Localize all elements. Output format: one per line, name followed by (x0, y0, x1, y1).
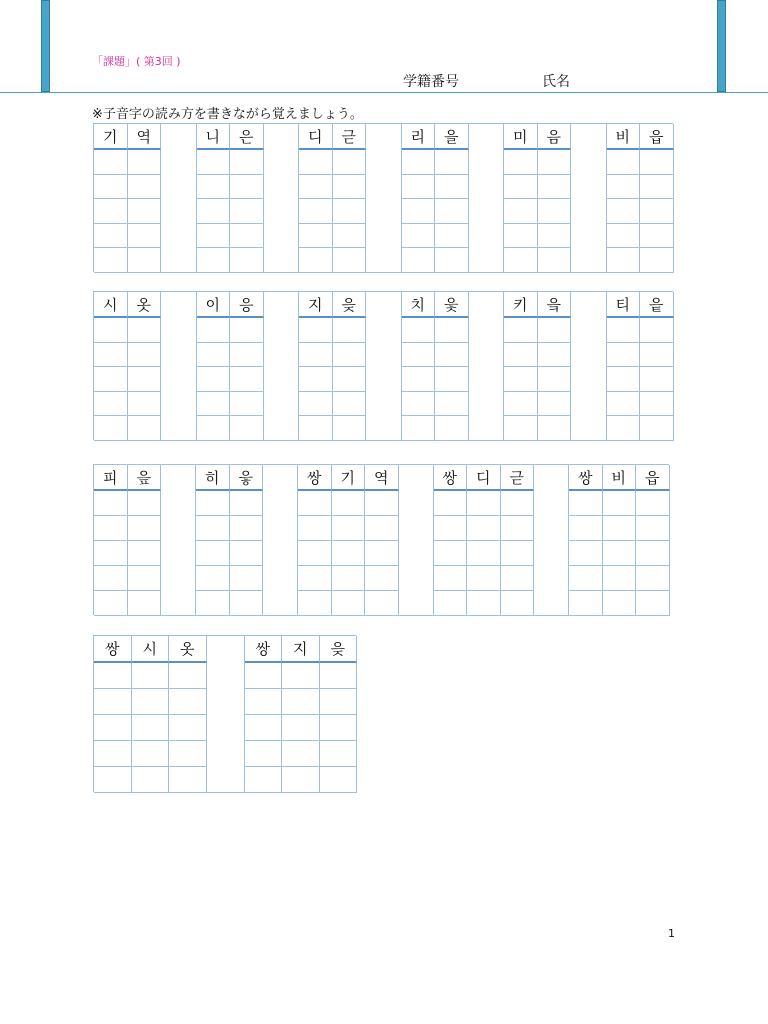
writing-practice-cell[interactable] (434, 541, 468, 566)
syllable-header-cell: 귿 (501, 465, 535, 491)
writing-practice-cell[interactable] (128, 491, 162, 516)
column-gap (161, 292, 197, 441)
writing-practice-cell[interactable] (434, 516, 468, 541)
student-id-label: 学籍番号 (403, 74, 459, 90)
writing-practice-cell[interactable] (402, 248, 436, 273)
writing-practice-cell[interactable] (128, 248, 162, 273)
syllable-header-cell: 피 (94, 465, 128, 491)
writing-practice-cell[interactable] (196, 516, 230, 541)
writing-practice-cell[interactable] (282, 741, 320, 767)
writing-practice-cell[interactable] (333, 318, 367, 343)
writing-practice-cell[interactable] (230, 224, 264, 249)
writing-practice-cell[interactable] (636, 491, 670, 516)
writing-practice-cell[interactable] (230, 392, 264, 417)
writing-practice-cell[interactable] (538, 416, 572, 441)
writing-practice-cell[interactable] (569, 516, 603, 541)
writing-practice-cell[interactable] (402, 199, 436, 224)
syllable-header-cell: 읖 (128, 465, 162, 491)
writing-practice-cell[interactable] (128, 224, 162, 249)
writing-practice-cell[interactable] (636, 591, 670, 616)
column-gap (263, 465, 298, 616)
writing-practice-cell[interactable] (196, 566, 230, 591)
writing-practice-cell[interactable] (538, 175, 572, 200)
writing-practice-cell[interactable] (569, 566, 603, 591)
writing-practice-cell[interactable] (94, 175, 128, 200)
syllable-header-cell: 비 (607, 124, 641, 150)
writing-practice-cell[interactable] (402, 175, 436, 200)
writing-practice-cell[interactable] (504, 248, 538, 273)
writing-practice-cell[interactable] (402, 367, 436, 392)
writing-practice-cell[interactable] (94, 318, 128, 343)
writing-practice-cell[interactable] (230, 343, 264, 368)
writing-practice-cell[interactable] (197, 367, 231, 392)
writing-practice-cell[interactable] (230, 591, 264, 616)
writing-practice-cell[interactable] (504, 392, 538, 417)
column-gap (366, 124, 402, 273)
writing-practice-cell[interactable] (504, 224, 538, 249)
writing-practice-cell[interactable] (538, 224, 572, 249)
writing-practice-cell[interactable] (299, 224, 333, 249)
writing-practice-cell[interactable] (299, 150, 333, 175)
writing-practice-cell[interactable] (94, 689, 132, 715)
writing-practice-cell[interactable] (504, 150, 538, 175)
writing-practice-cell[interactable] (640, 150, 674, 175)
writing-practice-cell[interactable] (333, 224, 367, 249)
writing-practice-cell[interactable] (298, 591, 332, 616)
syllable-header-cell: 니 (197, 124, 231, 150)
writing-practice-cell[interactable] (298, 516, 332, 541)
syllable-header-cell: 옷 (128, 292, 162, 318)
column-gap (366, 292, 402, 441)
writing-practice-cell[interactable] (435, 318, 469, 343)
writing-practice-cell[interactable] (94, 491, 128, 516)
writing-practice-cell[interactable] (94, 715, 132, 741)
name-label: 氏名 (542, 74, 570, 90)
writing-practice-cell[interactable] (501, 591, 535, 616)
writing-practice-cell[interactable] (245, 767, 283, 793)
writing-practice-cell[interactable] (196, 541, 230, 566)
syllable-header-cell: 역 (365, 465, 399, 491)
writing-practice-cell[interactable] (245, 741, 283, 767)
practice-grid-2 (93, 291, 673, 440)
writing-practice-cell[interactable] (333, 199, 367, 224)
writing-practice-cell[interactable] (230, 367, 264, 392)
writing-practice-cell[interactable] (538, 343, 572, 368)
column-gap (161, 124, 197, 273)
writing-practice-cell[interactable] (197, 318, 231, 343)
writing-practice-cell[interactable] (230, 491, 264, 516)
syllable-header-cell: 기 (332, 465, 366, 491)
writing-practice-cell[interactable] (607, 224, 641, 249)
writing-practice-cell[interactable] (128, 318, 162, 343)
writing-practice-cell[interactable] (169, 663, 207, 689)
syllable-header-cell: 쌍 (94, 636, 132, 663)
writing-practice-cell[interactable] (435, 175, 469, 200)
writing-practice-cell[interactable] (197, 416, 231, 441)
syllable-header-cell: 쌍 (298, 465, 332, 491)
writing-practice-cell[interactable] (197, 150, 231, 175)
column-gap (469, 124, 505, 273)
writing-practice-cell[interactable] (230, 416, 264, 441)
column-gap (534, 465, 569, 616)
column-gap (264, 292, 300, 441)
practice-grid-3 (93, 464, 669, 615)
writing-practice-cell[interactable] (230, 566, 264, 591)
writing-practice-cell[interactable] (169, 741, 207, 767)
writing-practice-cell[interactable] (230, 541, 264, 566)
left-accent-bar (41, 0, 50, 92)
writing-practice-cell[interactable] (245, 715, 283, 741)
writing-practice-cell[interactable] (504, 367, 538, 392)
writing-practice-cell[interactable] (94, 248, 128, 273)
writing-practice-cell[interactable] (538, 199, 572, 224)
syllable-header-cell: 을 (435, 124, 469, 150)
writing-practice-cell[interactable] (128, 343, 162, 368)
writing-practice-cell[interactable] (299, 175, 333, 200)
writing-practice-cell[interactable] (607, 416, 641, 441)
writing-practice-cell[interactable] (607, 318, 641, 343)
writing-practice-cell[interactable] (245, 689, 283, 715)
writing-practice-cell[interactable] (538, 248, 572, 273)
writing-practice-cell[interactable] (196, 591, 230, 616)
writing-practice-cell[interactable] (434, 566, 468, 591)
writing-practice-cell[interactable] (128, 516, 162, 541)
writing-practice-cell[interactable] (636, 541, 670, 566)
syllable-header-cell: 시 (132, 636, 170, 663)
writing-practice-cell[interactable] (230, 248, 264, 273)
syllable-header-cell: 시 (94, 292, 128, 318)
writing-practice-cell[interactable] (197, 224, 231, 249)
syllable-header-cell: 역 (128, 124, 162, 150)
writing-practice-cell[interactable] (435, 343, 469, 368)
syllable-header-cell: 키 (504, 292, 538, 318)
writing-practice-cell[interactable] (128, 175, 162, 200)
writing-practice-cell[interactable] (435, 199, 469, 224)
column-gap (264, 124, 300, 273)
writing-practice-cell[interactable] (128, 591, 162, 616)
syllable-header-cell: 읒 (320, 636, 358, 663)
writing-practice-cell[interactable] (365, 491, 399, 516)
writing-practice-cell[interactable] (94, 343, 128, 368)
writing-practice-cell[interactable] (365, 591, 399, 616)
writing-practice-cell[interactable] (128, 566, 162, 591)
writing-practice-cell[interactable] (333, 175, 367, 200)
writing-practice-cell[interactable] (282, 767, 320, 793)
column-gap (399, 465, 434, 616)
syllable-header-cell: 읒 (333, 292, 367, 318)
syllable-header-cell: 귿 (333, 124, 367, 150)
writing-practice-cell[interactable] (501, 491, 535, 516)
syllable-header-cell: 기 (94, 124, 128, 150)
writing-practice-cell[interactable] (607, 199, 641, 224)
writing-practice-cell[interactable] (636, 566, 670, 591)
writing-practice-cell[interactable] (504, 343, 538, 368)
writing-practice-cell[interactable] (320, 689, 358, 715)
writing-practice-cell[interactable] (435, 248, 469, 273)
writing-practice-cell[interactable] (169, 689, 207, 715)
writing-practice-cell[interactable] (320, 663, 358, 689)
writing-practice-cell[interactable] (197, 343, 231, 368)
writing-practice-cell[interactable] (230, 199, 264, 224)
writing-practice-cell[interactable] (94, 416, 128, 441)
writing-practice-cell[interactable] (94, 392, 128, 417)
writing-practice-cell[interactable] (282, 689, 320, 715)
syllable-header-cell: 리 (402, 124, 436, 150)
writing-practice-cell[interactable] (197, 392, 231, 417)
syllable-header-cell: 읔 (538, 292, 572, 318)
writing-practice-cell[interactable] (94, 741, 132, 767)
syllable-header-cell: 읗 (230, 465, 264, 491)
syllable-header-cell: 쌍 (434, 465, 468, 491)
writing-practice-cell[interactable] (607, 175, 641, 200)
writing-practice-cell[interactable] (128, 150, 162, 175)
syllable-header-cell: 디 (467, 465, 501, 491)
writing-practice-cell[interactable] (603, 516, 637, 541)
writing-practice-cell[interactable] (298, 541, 332, 566)
writing-practice-cell[interactable] (501, 516, 535, 541)
writing-practice-cell[interactable] (435, 150, 469, 175)
syllable-header-cell: 히 (196, 465, 230, 491)
syllable-header-cell: 비 (603, 465, 637, 491)
syllable-header-cell: 티 (607, 292, 641, 318)
syllable-header-cell: 지 (299, 292, 333, 318)
syllable-header-cell: 디 (299, 124, 333, 150)
writing-practice-cell[interactable] (94, 591, 128, 616)
writing-practice-cell[interactable] (320, 715, 358, 741)
writing-practice-cell[interactable] (365, 516, 399, 541)
writing-practice-cell[interactable] (197, 175, 231, 200)
writing-practice-cell[interactable] (320, 767, 358, 793)
practice-grid-1 (93, 123, 673, 272)
writing-practice-cell[interactable] (607, 248, 641, 273)
right-accent-bar (717, 0, 726, 92)
writing-practice-cell[interactable] (128, 199, 162, 224)
writing-practice-cell[interactable] (132, 767, 170, 793)
writing-practice-cell[interactable] (333, 248, 367, 273)
column-gap (571, 124, 607, 273)
writing-practice-cell[interactable] (402, 224, 436, 249)
writing-practice-cell[interactable] (94, 541, 128, 566)
writing-practice-cell[interactable] (538, 367, 572, 392)
writing-practice-cell[interactable] (640, 416, 674, 441)
writing-practice-cell[interactable] (94, 150, 128, 175)
writing-practice-cell[interactable] (402, 343, 436, 368)
writing-practice-cell[interactable] (435, 367, 469, 392)
writing-practice-cell[interactable] (298, 566, 332, 591)
writing-practice-cell[interactable] (94, 224, 128, 249)
writing-practice-cell[interactable] (402, 150, 436, 175)
instruction-text: ※子音字の読み方を書きながら覚えましょう。 (92, 107, 363, 122)
writing-practice-cell[interactable] (332, 541, 366, 566)
writing-practice-cell[interactable] (365, 541, 399, 566)
writing-practice-cell[interactable] (636, 516, 670, 541)
writing-practice-cell[interactable] (299, 367, 333, 392)
writing-practice-cell[interactable] (402, 416, 436, 441)
writing-practice-cell[interactable] (333, 150, 367, 175)
writing-practice-cell[interactable] (640, 175, 674, 200)
writing-practice-cell[interactable] (332, 491, 366, 516)
writing-practice-cell[interactable] (569, 591, 603, 616)
writing-practice-cell[interactable] (435, 416, 469, 441)
syllable-header-cell: 읓 (435, 292, 469, 318)
writing-practice-cell[interactable] (94, 199, 128, 224)
writing-practice-cell[interactable] (467, 491, 501, 516)
writing-practice-cell[interactable] (333, 343, 367, 368)
writing-practice-cell[interactable] (230, 175, 264, 200)
writing-practice-cell[interactable] (504, 416, 538, 441)
syllable-header-cell: 음 (538, 124, 572, 150)
writing-practice-cell[interactable] (332, 566, 366, 591)
writing-practice-cell[interactable] (94, 767, 132, 793)
column-gap (571, 292, 607, 441)
syllable-header-cell: 읍 (640, 124, 674, 150)
syllable-header-cell: 쌍 (245, 636, 283, 663)
writing-practice-cell[interactable] (282, 715, 320, 741)
writing-practice-cell[interactable] (434, 491, 468, 516)
syllable-header-cell: 읍 (636, 465, 670, 491)
writing-practice-cell[interactable] (504, 199, 538, 224)
writing-practice-cell[interactable] (94, 566, 128, 591)
writing-practice-cell[interactable] (132, 663, 170, 689)
writing-practice-cell[interactable] (402, 318, 436, 343)
writing-practice-cell[interactable] (333, 367, 367, 392)
writing-practice-cell[interactable] (467, 591, 501, 616)
syllable-header-cell: 옷 (169, 636, 207, 663)
writing-practice-cell[interactable] (435, 224, 469, 249)
writing-practice-cell[interactable] (435, 392, 469, 417)
writing-practice-cell[interactable] (230, 150, 264, 175)
header-rule (0, 92, 768, 93)
writing-practice-cell[interactable] (504, 175, 538, 200)
writing-practice-cell[interactable] (282, 663, 320, 689)
writing-practice-cell[interactable] (94, 367, 128, 392)
writing-practice-cell[interactable] (128, 416, 162, 441)
syllable-header-cell: 은 (230, 124, 264, 150)
writing-practice-cell[interactable] (607, 392, 641, 417)
syllable-header-cell: 읕 (640, 292, 674, 318)
writing-practice-cell[interactable] (607, 150, 641, 175)
writing-practice-cell[interactable] (333, 392, 367, 417)
writing-practice-cell[interactable] (538, 318, 572, 343)
writing-practice-cell[interactable] (299, 199, 333, 224)
page-number: 1 (668, 927, 675, 940)
writing-practice-cell[interactable] (603, 541, 637, 566)
writing-practice-cell[interactable] (640, 318, 674, 343)
writing-practice-cell[interactable] (128, 541, 162, 566)
writing-practice-cell[interactable] (538, 150, 572, 175)
writing-practice-cell[interactable] (607, 367, 641, 392)
writing-practice-cell[interactable] (501, 541, 535, 566)
syllable-header-cell: 이 (197, 292, 231, 318)
writing-practice-cell[interactable] (569, 541, 603, 566)
writing-practice-cell[interactable] (607, 343, 641, 368)
writing-practice-cell[interactable] (94, 663, 132, 689)
writing-practice-cell[interactable] (196, 491, 230, 516)
writing-practice-cell[interactable] (298, 491, 332, 516)
writing-practice-cell[interactable] (603, 566, 637, 591)
assignment-title: 「課題」( 第3回 ) (92, 55, 181, 68)
writing-practice-cell[interactable] (467, 566, 501, 591)
writing-practice-cell[interactable] (128, 367, 162, 392)
writing-practice-cell[interactable] (299, 392, 333, 417)
writing-practice-cell[interactable] (365, 566, 399, 591)
writing-practice-cell[interactable] (197, 199, 231, 224)
syllable-header-cell: 쌍 (569, 465, 603, 491)
writing-practice-cell[interactable] (640, 392, 674, 417)
writing-practice-cell[interactable] (640, 199, 674, 224)
writing-practice-cell[interactable] (245, 663, 283, 689)
writing-practice-cell[interactable] (299, 318, 333, 343)
column-gap (469, 292, 505, 441)
syllable-header-cell: 지 (282, 636, 320, 663)
writing-practice-cell[interactable] (320, 741, 358, 767)
writing-practice-cell[interactable] (603, 491, 637, 516)
syllable-header-cell: 치 (402, 292, 436, 318)
writing-practice-cell[interactable] (467, 541, 501, 566)
writing-practice-cell[interactable] (640, 224, 674, 249)
writing-practice-cell[interactable] (402, 392, 436, 417)
writing-practice-cell[interactable] (299, 416, 333, 441)
writing-practice-cell[interactable] (504, 318, 538, 343)
writing-practice-cell[interactable] (94, 516, 128, 541)
writing-practice-cell[interactable] (501, 566, 535, 591)
writing-practice-cell[interactable] (467, 516, 501, 541)
writing-practice-cell[interactable] (332, 516, 366, 541)
writing-practice-cell[interactable] (332, 591, 366, 616)
writing-practice-cell[interactable] (169, 767, 207, 793)
writing-practice-cell[interactable] (230, 516, 264, 541)
writing-practice-cell[interactable] (197, 248, 231, 273)
syllable-header-cell: 미 (504, 124, 538, 150)
writing-practice-cell[interactable] (132, 689, 170, 715)
column-gap (207, 636, 245, 793)
writing-practice-cell[interactable] (132, 715, 170, 741)
writing-practice-cell[interactable] (132, 741, 170, 767)
syllable-header-cell: 응 (230, 292, 264, 318)
writing-practice-cell[interactable] (299, 343, 333, 368)
writing-practice-cell[interactable] (128, 392, 162, 417)
writing-practice-cell[interactable] (434, 591, 468, 616)
writing-practice-cell[interactable] (569, 491, 603, 516)
writing-practice-cell[interactable] (230, 318, 264, 343)
writing-practice-cell[interactable] (299, 248, 333, 273)
practice-grid-4 (93, 635, 356, 792)
writing-practice-cell[interactable] (603, 591, 637, 616)
column-gap (161, 465, 196, 616)
writing-practice-cell[interactable] (640, 367, 674, 392)
writing-practice-cell[interactable] (169, 715, 207, 741)
writing-practice-cell[interactable] (640, 248, 674, 273)
writing-practice-cell[interactable] (538, 392, 572, 417)
writing-practice-cell[interactable] (640, 343, 674, 368)
writing-practice-cell[interactable] (333, 416, 367, 441)
